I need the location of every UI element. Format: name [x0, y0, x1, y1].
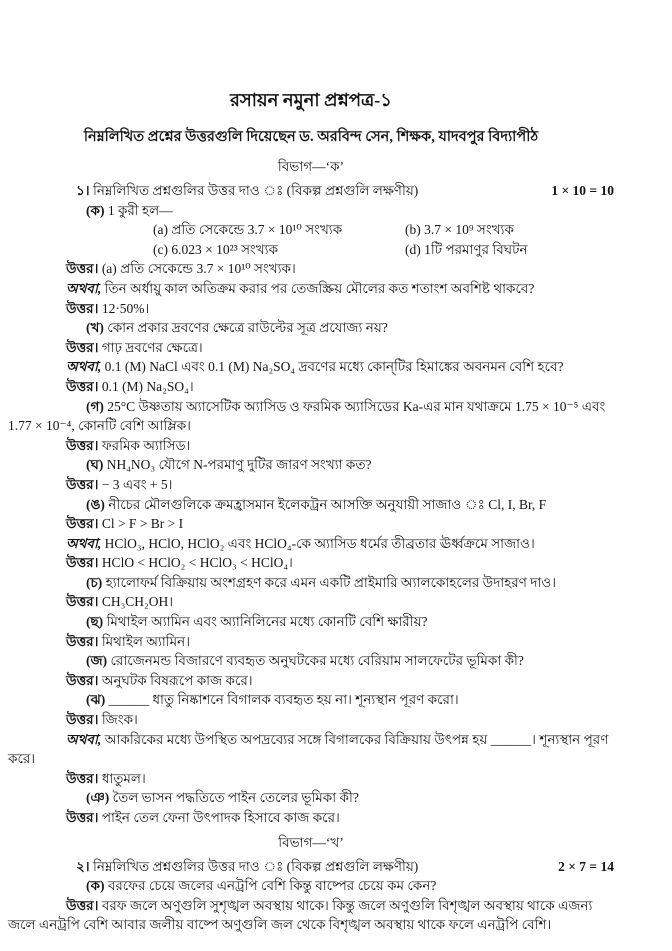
answer-text: ফরমিক অ্যাসিড। — [98, 437, 191, 453]
answer-text: 12·50%। — [98, 300, 150, 316]
answer-label: উত্তর। — [66, 339, 99, 355]
answer-item — [8, 710, 614, 730]
question-item — [8, 201, 614, 221]
answer-text: ধাতুমল। — [98, 770, 146, 786]
sub-question-label: (ঘ) — [86, 457, 104, 473]
question-item — [8, 318, 614, 338]
question-item — [8, 876, 614, 896]
sub-question-label: (ঝ) — [86, 692, 106, 708]
answer-label: উত্তর। — [66, 594, 99, 610]
question-header — [8, 857, 614, 877]
question-text: 1 কুরী হল— — [104, 202, 173, 218]
answer-label: উত্তর। — [66, 712, 99, 728]
answer-text: (a) প্রতি সেকেন্ডে 3.7 × 10¹⁰ সংখ্যক। — [98, 261, 296, 277]
answer-text: Cl > F > Br > I — [98, 516, 184, 532]
answer-text: মিথাইল অ্যামিন। — [98, 633, 191, 649]
question-item — [8, 651, 614, 671]
answer-item — [8, 299, 614, 319]
answer-label: উত্তর। — [66, 476, 99, 492]
marks-value: 1 × 10 = 10 — [551, 183, 614, 198]
question-header — [8, 181, 614, 201]
sub-question-label: (ক) — [86, 878, 105, 894]
alternative-item — [8, 279, 614, 299]
answer-text: অনুঘটক বিষরূপে কাজ করে। — [98, 672, 253, 688]
answer-label: উত্তর। — [66, 770, 99, 786]
question-text: বরফের চেয়ে জলের এনট্রপি বেশি কিন্তু বাষ্পের চেয়ে কম কেন? — [104, 878, 437, 894]
question-text: হ্যালোফর্ম বিক্রিয়ায় অংশগ্রহণ করে এমন একটি প্রাইমারি অ্যালকোহলের উদাহরণ দাও। — [102, 574, 557, 590]
answer-text: − 3 এবং + 5। — [98, 476, 173, 492]
alternative-item — [8, 730, 614, 769]
page-title: রসায়ন নমুনা প্রশ্নপত্র-১ — [230, 90, 392, 110]
or-label: অথবা, — [66, 280, 102, 296]
sub-question-label: (গ) — [86, 398, 104, 414]
question-text: HClO₃, HClO, HClO₂ এবং HClO₄-কে অ্যাসিড ধর্মের তীব্রতার ঊর্ধ্বক্রমে সাজাও। — [101, 535, 535, 551]
question-text: ______ ধাতু নিষ্কাশনে বিগালক ব্যবহৃত হয় না। শূন্যস্থান পূরণ করো। — [105, 692, 459, 708]
section-heading: বিভাগ—‘ক’ — [277, 159, 345, 174]
question-item — [8, 690, 614, 710]
document-body — [8, 156, 614, 935]
answer-label: উত্তর। — [66, 378, 99, 394]
sub-question-label: (ক) — [86, 202, 105, 218]
answer-item — [8, 671, 614, 691]
answer-label: উত্তর। — [66, 300, 99, 316]
question-text: তিন অর্ধায়ু কাল অতিক্রম করার পর তেজস্ক্রিয় মৌলের কত শতাংশ অবশিষ্ট থাকবে? — [101, 280, 535, 296]
answer-text: গাঢ় দ্রবণের ক্ষেত্রে। — [98, 339, 203, 355]
answer-text: বরফ জলে অণুগুলি সুশৃঙ্খল অবস্থায় থাকে। কিন্তু জলে অণুগুলি বিশৃঙ্খল অবস্থায় থাকে এজন্য জলে এনট্রপি বেশি আবার জলীয় বাষ্পে অণুগুলি জল থেকে বিশৃঙ্খল অবস্থায় থাকে ফলে এনট্রপি বেশি। — [8, 897, 593, 933]
answer-item — [8, 475, 614, 495]
option-right: (b) 3.7 × 10⁹ সংখ্যক — [405, 222, 514, 238]
answer-label: উত্তর। — [66, 437, 99, 453]
section-heading: বিভাগ—‘খ’ — [278, 834, 344, 850]
question-text: NH₄NO₃ যৌগে N-পরমাণু দুটির জারণ সংখ্যা কত? — [103, 457, 372, 473]
answer-item — [8, 632, 614, 652]
answer-text: পাইন তেল ফেনা উৎপাদক হিসাবে কাজ করে। — [98, 810, 340, 825]
option-right: (d) 1টি পরমাণুর বিঘটন — [405, 241, 528, 257]
answer-text: জিংক। — [98, 712, 138, 728]
answer-text: CH₃CH₂OH। — [98, 594, 174, 610]
answer-item — [8, 514, 614, 534]
answer-item — [8, 769, 614, 789]
options-row — [8, 240, 614, 260]
question-text: তৈল ভাসন পদ্ধতিতে পাইন তেলের ভূমিকা কী? — [109, 790, 359, 806]
alternative-item — [8, 357, 614, 377]
sub-question-label: (জ) — [86, 653, 108, 669]
answer-item — [8, 808, 614, 828]
question-text: 0.1 (M) NaCl এবং 0.1 (M) Na₂SO₄ দ্রবণের মধ্যে কোন্‌টির হিমাঙ্কের অবনমন বেশি হবে? — [101, 359, 564, 375]
options-row — [8, 220, 614, 240]
or-label: অথবা, — [66, 535, 102, 551]
question-text: নিম্নলিখিত প্রশ্নগুলির উত্তর দাও ঃ (বিকল্প প্রশ্নগুলি লক্ষণীয়) — [89, 183, 419, 198]
question-item — [8, 455, 614, 475]
answer-text: HClO < HClO₂ < HClO₃ < HClO₄। — [98, 555, 293, 571]
alternative-item — [8, 534, 614, 554]
question-text: নীচের মৌলগুলিকে ক্রমহ্রাসমান ইলেকট্রন আসক্তি অনুযায়ী সাজাও ঃ Cl, I, Br, F — [104, 496, 547, 512]
sub-question-label: (ছ) — [86, 614, 104, 630]
answer-label: উত্তর। — [66, 897, 99, 913]
sub-question-label: (ঙ) — [86, 496, 105, 512]
question-number: ২। — [76, 858, 90, 874]
answer-label: উত্তর। — [66, 672, 99, 688]
question-text: 25°C উষ্ণতায় অ্যাসেটিক অ্যাসিড ও ফরমিক অ্যাসিডের Ka-এর মান যথাক্রমে 1.75 × 10⁻⁵ এবং 1.77 × 10⁻⁴, কোনটি বেশি আম্লিক। — [8, 398, 606, 434]
answer-label: উত্তর। — [66, 633, 99, 649]
sub-question-label: (চ) — [86, 574, 103, 590]
option-left: (c) 6.023 × 10²³ সংখ্যক — [153, 241, 279, 257]
question-text: রোজেনমন্ড বিজারণে ব্যবহৃত অনুঘটকের মধ্যে বেরিয়াম সালফেটের ভূমিকা কী? — [107, 653, 524, 669]
question-number: ১। — [76, 183, 90, 198]
answer-item — [8, 592, 614, 612]
sub-question-label: (ঞ) — [86, 790, 110, 806]
answer-label: উত্তর। — [66, 516, 99, 532]
question-item — [8, 495, 614, 515]
answer-label: উত্তর। — [66, 555, 99, 571]
question-item — [8, 397, 614, 436]
marks-value: 2 × 7 = 14 — [558, 858, 614, 874]
answer-text: 0.1 (M) Na₂SO₄। — [98, 378, 194, 394]
sub-question-label: (খ) — [86, 320, 104, 336]
question-text: নিম্নলিখিত প্রশ্নগুলির উত্তর দাও ঃ (বিকল্প প্রশ্নগুলি লক্ষণীয়) — [89, 858, 419, 874]
answer-item — [8, 259, 614, 279]
question-item — [8, 612, 614, 632]
answer-item — [8, 896, 614, 935]
or-label: অথবা, — [66, 731, 102, 747]
answer-item — [8, 553, 614, 573]
or-label: অথবা, — [66, 359, 102, 375]
byline: নিম্নলিখিত প্রশ্নের উত্তরগুলি দিয়েছেন ড. অরবিন্দ সেন, শিক্ষক, যাদবপুর বিদ্যাপীঠ — [83, 129, 539, 145]
answer-item — [8, 338, 614, 358]
option-left: (a) প্রতি সেকেন্ডে 3.7 × 10¹⁰ সংখ্যক — [153, 222, 343, 238]
answer-label: উত্তর। — [66, 261, 99, 277]
question-text: আকরিকের মধ্যে উপস্থিত অপদ্রব্যের সঙ্গে বিগালকের বিক্রিয়ায় উৎপন্ন হয় ______। শূন্যস্থান পূরণ করে। — [8, 731, 609, 767]
question-item — [8, 573, 614, 593]
answer-label: উত্তর। — [66, 810, 99, 825]
question-item — [8, 788, 614, 808]
answer-item — [8, 377, 614, 397]
question-text: কোন প্রকার দ্রবণের ক্ষেত্রে রাউল্টের সূত্র প্রযোজ্য নয়? — [103, 320, 388, 336]
answer-item — [8, 436, 614, 456]
question-text: মিথাইল অ্যামিন এবং অ্যানিলিনের মধ্যে কোনটি বেশি ক্ষারীয়? — [103, 614, 428, 630]
